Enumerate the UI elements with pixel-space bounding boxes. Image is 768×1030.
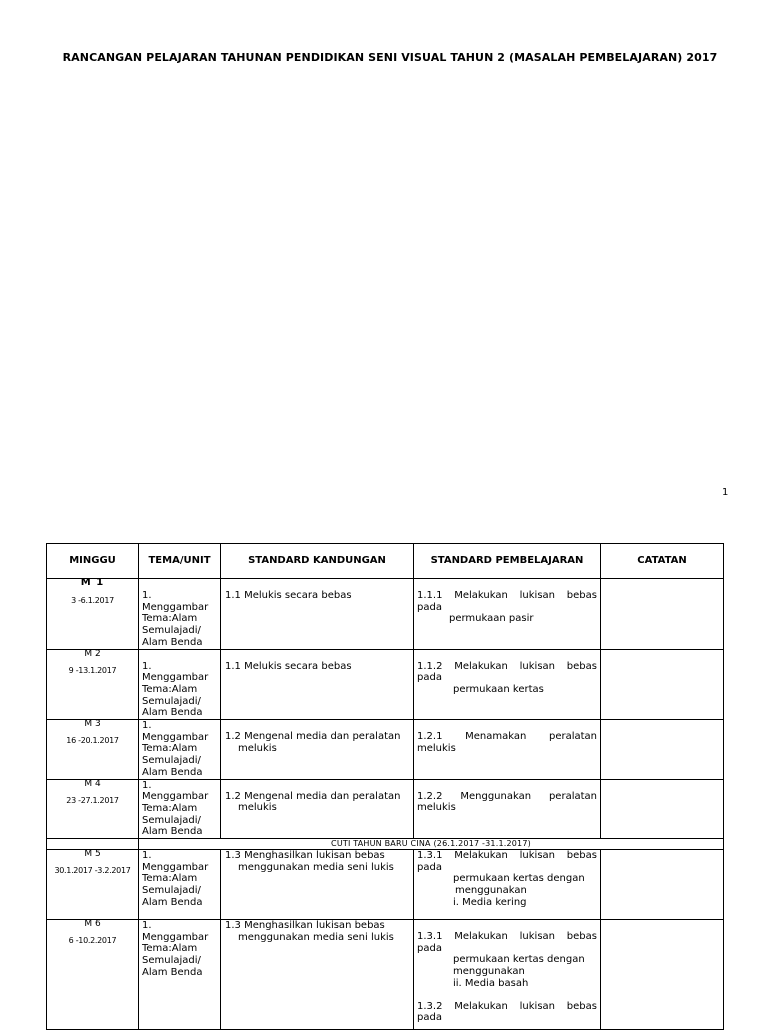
- tema-line: 1.: [142, 590, 152, 601]
- catatan-cell: [601, 920, 724, 1030]
- tema-line: Semulajadi/: [142, 625, 201, 637]
- table-row: [47, 850, 724, 920]
- table-row: [47, 920, 724, 1030]
- tema-line: Menggambar: [142, 861, 209, 873]
- holiday-row: [47, 839, 724, 850]
- standard-pembelajaran-text: 1.2.1 Menamakan peralatan: [417, 731, 597, 743]
- tema-line: Alam Benda: [142, 966, 203, 978]
- table-row: [47, 779, 724, 839]
- page-number: 1: [722, 487, 729, 498]
- standard-pembelajaran-text: melukis: [417, 802, 456, 814]
- standard-pembelajaran-text: 1.3.2 Melakukan lukisan bebas: [417, 1000, 597, 1012]
- tema-line: Alam Benda: [142, 707, 203, 719]
- table-row: [47, 649, 724, 720]
- tema-line: 1.: [142, 920, 152, 932]
- standard-pembelajaran-text: melukis: [417, 742, 456, 754]
- standard-pembelajaran-text: permukaan kertas dengan: [453, 954, 585, 966]
- standard-pembelajaran-text: i. Media kering: [453, 896, 527, 908]
- table-row: [47, 720, 724, 780]
- standard-kandungan-text: 1.1 Melukis secara bebas: [225, 660, 352, 672]
- week-cell: [47, 779, 139, 839]
- tema-line: 1.: [142, 720, 152, 732]
- week-dates: 23 -27.1.2017: [66, 795, 119, 805]
- week-number: M 2: [84, 648, 101, 659]
- catatan-cell: [601, 579, 724, 650]
- week-dates: 30.1.2017 -3.2.2017: [54, 866, 131, 876]
- tema-line: Semulajadi/: [142, 814, 201, 826]
- tema-line: Tema:Alam: [142, 613, 198, 625]
- tema-line: Tema:Alam: [142, 802, 198, 814]
- standard-kandungan-text: 1.1 Melukis secara bebas: [225, 590, 352, 601]
- standard-kandungan-text: 1.3 Menghasilkan lukisan bebas menggunakan media seni lukis: [225, 920, 394, 943]
- holiday-spacer: [47, 839, 139, 850]
- standard-kandungan-cell: [221, 850, 414, 920]
- tema-line: Semulajadi/: [142, 885, 201, 897]
- standard-pembelajaran-cell: [414, 920, 601, 1030]
- week-cell: [47, 649, 139, 720]
- tema-line: Semulajadi/: [142, 955, 201, 967]
- catatan-cell: [601, 649, 724, 720]
- tema-line: Semulajadi/: [142, 755, 201, 767]
- header-standard-kandungan: STANDARD KANDUNGAN: [221, 544, 414, 579]
- standard-pembelajaran-text: permukaan kertas: [453, 683, 544, 695]
- week-number: M 1: [80, 577, 105, 588]
- tema-cell: [139, 579, 221, 650]
- standard-pembelajaran-text: menggunakan: [453, 966, 525, 978]
- tema-line: 1.: [142, 850, 152, 862]
- tema-line: 1.: [142, 779, 152, 791]
- week-number: M 3: [84, 719, 101, 730]
- tema-cell: [139, 779, 221, 839]
- tema-line: Tema:Alam: [142, 683, 198, 695]
- tema-line: Menggambar: [142, 791, 209, 803]
- tema-cell: [139, 850, 221, 920]
- standard-kandungan-text: 1.3 Menghasilkan lukisan bebas menggunakan media seni lukis: [225, 850, 394, 873]
- standard-pembelajaran-text: pada: [417, 861, 442, 873]
- standard-kandungan-text: 1.2 Mengenal media dan peralatan melukis: [225, 790, 401, 814]
- week-dates: 9 -13.1.2017: [68, 665, 117, 675]
- standard-kandungan-cell: [221, 779, 414, 839]
- tema-line: Semulajadi/: [142, 695, 201, 707]
- standard-pembelajaran-text: 1.1.1 Melakukan lukisan bebas: [417, 590, 597, 601]
- catatan-cell: [601, 779, 724, 839]
- week-cell: [47, 579, 139, 650]
- week-number: M 5: [84, 849, 101, 860]
- tema-line: Menggambar: [142, 601, 209, 613]
- week-cell: [47, 720, 139, 780]
- standard-pembelajaran-text: pada: [417, 1012, 442, 1024]
- table-header-row: [47, 544, 724, 579]
- header-tema-unit: TEMA/UNIT: [139, 544, 221, 579]
- standard-kandungan-text: 1.2 Mengenal media dan peralatan melukis: [225, 731, 401, 754]
- tema-line: Menggambar: [142, 672, 209, 684]
- table-row: [47, 579, 724, 650]
- tema-line: Tema:Alam: [142, 943, 198, 955]
- tema-cell: [139, 649, 221, 720]
- standard-pembelajaran-text: 1.1.2 Melakukan lukisan bebas: [417, 660, 597, 672]
- tema-cell: [139, 720, 221, 780]
- catatan-cell: [601, 850, 724, 920]
- tema-line: 1.: [142, 660, 152, 672]
- standard-kandungan-cell: [221, 920, 414, 1030]
- standard-pembelajaran-text: pada: [417, 672, 442, 684]
- standard-pembelajaran-text: 1.3.1 Melakukan lukisan bebas: [417, 850, 597, 862]
- standard-kandungan-cell: [221, 720, 414, 780]
- week-dates: 6 -10.2.2017: [68, 936, 117, 946]
- tema-line: Tema:Alam: [142, 743, 198, 755]
- standard-kandungan-cell: [221, 579, 414, 650]
- standard-pembelajaran-cell: [414, 649, 601, 720]
- week-number: M 4: [84, 778, 101, 789]
- standard-pembelajaran-text: ii. Media basah: [453, 977, 529, 989]
- standard-kandungan-cell: [221, 649, 414, 720]
- standard-pembelajaran-text: 1.3.1 Melakukan lukisan bebas: [417, 931, 597, 943]
- header-standard-pembelajaran: STANDARD PEMBELAJARAN: [414, 544, 601, 579]
- tema-line: Alam Benda: [142, 896, 203, 908]
- standard-pembelajaran-text: pada: [417, 942, 442, 954]
- standard-pembelajaran-cell: [414, 720, 601, 780]
- week-dates: 16 -20.1.2017: [66, 736, 119, 746]
- tema-line: Alam Benda: [142, 766, 203, 778]
- tema-line: Menggambar: [142, 731, 209, 743]
- week-cell: [47, 850, 139, 920]
- yearly-plan-table: [46, 543, 724, 1030]
- standard-pembelajaran-text: menggunakan: [455, 885, 527, 897]
- tema-line: Alam Benda: [142, 826, 203, 838]
- holiday-text: CUTI TAHUN BARU CINA (26.1.2017 -31.1.2017): [139, 839, 724, 850]
- week-number: M 6: [84, 919, 101, 930]
- tema-line: Alam Benda: [142, 636, 203, 648]
- document-title: RANCANGAN PELAJARAN TAHUNAN PENDIDIKAN SENI VISUAL TAHUN 2 (MASALAH PEMBELAJARAN) 2017: [62, 51, 718, 64]
- header-catatan: CATATAN: [601, 544, 724, 579]
- standard-pembelajaran-text: pada: [417, 601, 442, 613]
- standard-pembelajaran-cell: [414, 779, 601, 839]
- standard-pembelajaran-text: permukaan kertas dengan: [453, 873, 585, 885]
- standard-pembelajaran-text: permukaan pasir: [449, 613, 534, 625]
- week-cell: [47, 920, 139, 1030]
- tema-line: Tema:Alam: [142, 873, 198, 885]
- header-minggu: MINGGU: [47, 544, 139, 579]
- tema-cell: [139, 920, 221, 1030]
- catatan-cell: [601, 720, 724, 780]
- standard-pembelajaran-cell: [414, 579, 601, 650]
- standard-pembelajaran-cell: [414, 850, 601, 920]
- tema-line: Menggambar: [142, 931, 209, 943]
- standard-pembelajaran-text: 1.2.2 Menggunakan peralatan: [417, 790, 597, 802]
- week-dates: 3 -6.1.2017: [71, 596, 114, 605]
